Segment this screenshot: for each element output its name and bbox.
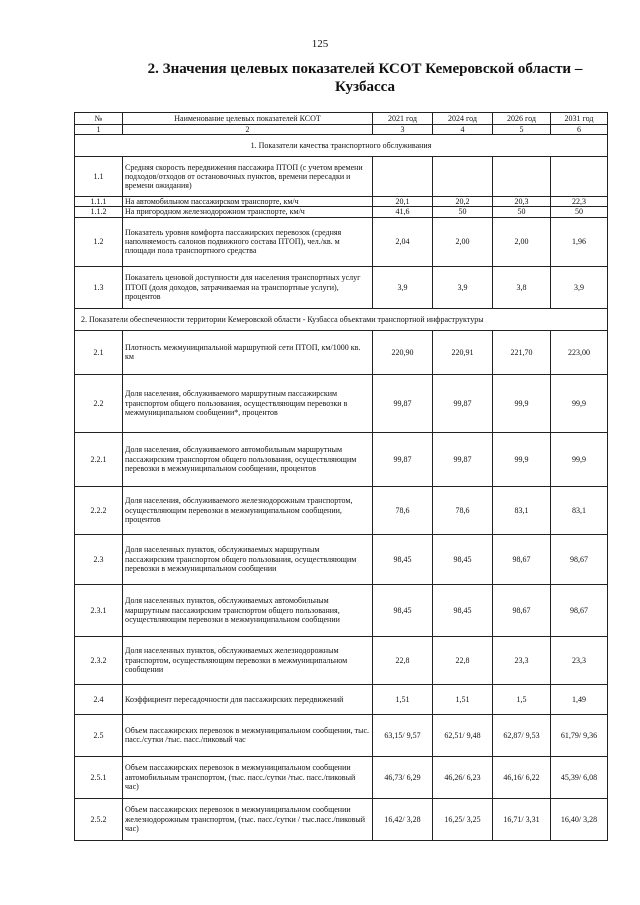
value-2031: 61,79/ 9,36 [551, 714, 608, 756]
value-2024: 98,45 [433, 534, 493, 584]
indicator-name: Доля населенных пунктов, обслуживаемых железнодорожным транспортом, осуществляющим перевозки в межмуниципальном сообщении [123, 636, 373, 684]
header-name: Наименование целевых показателей КСОТ [123, 113, 373, 125]
value-2026: 98,67 [493, 584, 551, 636]
table-row [75, 584, 608, 636]
value-2031: 83,1 [551, 486, 608, 534]
column-number: 6 [551, 125, 608, 135]
section-row [75, 135, 608, 157]
row-number: 1.1.1 [75, 197, 123, 207]
row-number: 2.5 [75, 714, 123, 756]
value-2021: 20,1 [373, 197, 433, 207]
value-2026: 16,71/ 3,31 [493, 798, 551, 840]
value-2024: 2,00 [433, 217, 493, 266]
row-number: 2.3.2 [75, 636, 123, 684]
page-title: 2. Значения целевых показателей КСОТ Кемеровской области – Кузбасса [147, 61, 583, 95]
value-2031: 50 [551, 207, 608, 217]
value-2021: 22,8 [373, 636, 433, 684]
value-2026: 3,8 [493, 266, 551, 308]
value-2024: 50 [433, 207, 493, 217]
table-column-numbers-row [75, 125, 608, 135]
value-2021: 16,42/ 3,28 [373, 798, 433, 840]
value-2024: 20,2 [433, 197, 493, 207]
value-2026 [493, 157, 551, 197]
value-2026: 2,00 [493, 217, 551, 266]
value-2024: 78,6 [433, 486, 493, 534]
row-number: 2.2 [75, 374, 123, 432]
value-2021: 98,45 [373, 534, 433, 584]
table-row [75, 798, 608, 840]
value-2026: 23,3 [493, 636, 551, 684]
table-row [75, 486, 608, 534]
header-2031: 2031 год [551, 113, 608, 125]
value-2024: 62,51/ 9,48 [433, 714, 493, 756]
page-number: 125 [311, 38, 329, 50]
row-number: 1.2 [75, 217, 123, 266]
header-num: № [75, 113, 123, 125]
row-number: 1.1.2 [75, 207, 123, 217]
value-2031: 3,9 [551, 266, 608, 308]
value-2021: 63,15/ 9,57 [373, 714, 433, 756]
section-1-title: 1. Показатели качества транспортного обслуживания [75, 135, 608, 157]
value-2031: 23,3 [551, 636, 608, 684]
value-2024: 220,91 [433, 330, 493, 374]
value-2031: 223,00 [551, 330, 608, 374]
value-2026: 83,1 [493, 486, 551, 534]
header-2026: 2026 год [493, 113, 551, 125]
column-number: 4 [433, 125, 493, 135]
value-2024: 46,26/ 6,23 [433, 756, 493, 798]
value-2026: 62,87/ 9,53 [493, 714, 551, 756]
value-2031: 99,9 [551, 374, 608, 432]
value-2024: 98,45 [433, 584, 493, 636]
value-2024: 1,51 [433, 684, 493, 714]
column-number: 2 [123, 125, 373, 135]
indicator-name: Объем пассажирских перевозок в межмуниципальном сообщении автомобильным транспортом, (тыс. пасс./сутки /тыс. пасс./пиковый час) [123, 756, 373, 798]
table-row [75, 207, 608, 217]
table-row [75, 157, 608, 197]
indicator-name: Плотность межмуниципальной маршрутной сети ПТОП, км/1000 кв. км [123, 330, 373, 374]
indicator-name: Объем пассажирских перевозок в межмуниципальном сообщении, тыс. пасс./сутки /тыс. пасс./пиковый час [123, 714, 373, 756]
row-number: 2.1 [75, 330, 123, 374]
value-2024: 99,87 [433, 374, 493, 432]
value-2026: 20,3 [493, 197, 551, 207]
value-2024 [433, 157, 493, 197]
value-2024: 3,9 [433, 266, 493, 308]
column-number: 3 [373, 125, 433, 135]
value-2031: 98,67 [551, 584, 608, 636]
table-row [75, 217, 608, 266]
column-number: 5 [493, 125, 551, 135]
value-2031: 98,67 [551, 534, 608, 584]
value-2026: 221,70 [493, 330, 551, 374]
indicator-name: Показатель уровня комфорта пассажирских перевозок (средняя наполняемость салонов подвижного состава ПТОП), чел./кв. м площади пола транспортного средства [123, 217, 373, 266]
indicator-name: Средняя скорость передвижения пассажира ПТОП (с учетом времени подходов/отходов от остановочных пунктов, времени пересадки и времени ожидания) [123, 157, 373, 197]
row-number: 2.2.2 [75, 486, 123, 534]
table-row [75, 266, 608, 308]
value-2026: 98,67 [493, 534, 551, 584]
indicator-name: Доля населения, обслуживаемого железнодорожным транспортом, осуществляющим перевозки в межмуниципальном сообщении, процентов [123, 486, 373, 534]
value-2021: 3,9 [373, 266, 433, 308]
value-2024: 22,8 [433, 636, 493, 684]
header-2021: 2021 год [373, 113, 433, 125]
table-row [75, 374, 608, 432]
row-number: 2.5.1 [75, 756, 123, 798]
value-2021: 99,87 [373, 374, 433, 432]
value-2031: 1,96 [551, 217, 608, 266]
indicator-name: Доля населения, обслуживаемого маршрутным пассажирским транспортом общего пользования, осуществляющим перевозки в межмуниципальном сообщении*, процентов [123, 374, 373, 432]
row-number: 2.3 [75, 534, 123, 584]
row-number: 2.4 [75, 684, 123, 714]
value-2026: 99,9 [493, 432, 551, 486]
row-number: 2.5.2 [75, 798, 123, 840]
section-row [75, 308, 608, 330]
table-row [75, 330, 608, 374]
value-2021: 2,04 [373, 217, 433, 266]
value-2021 [373, 157, 433, 197]
header-2024: 2024 год [433, 113, 493, 125]
table-row [75, 714, 608, 756]
table-row [75, 684, 608, 714]
indicator-name: Доля населенных пунктов, обслуживаемых автомобильным маршрутным пассажирским транспортом общего пользования, осуществляющим перевозки в межмуниципальном сообщении [123, 584, 373, 636]
value-2031: 22,3 [551, 197, 608, 207]
table-row [75, 756, 608, 798]
row-number: 2.2.1 [75, 432, 123, 486]
table-header-row [75, 113, 608, 125]
indicators-table [74, 112, 608, 841]
value-2024: 99,87 [433, 432, 493, 486]
value-2021: 98,45 [373, 584, 433, 636]
table-row [75, 432, 608, 486]
value-2031: 1,49 [551, 684, 608, 714]
indicator-name: Показатель ценовой доступности для населения транспортных услуг ПТОП (доля доходов, затрачиваемая на транспортные услуги), процентов [123, 266, 373, 308]
column-number: 1 [75, 125, 123, 135]
value-2026: 50 [493, 207, 551, 217]
value-2026: 1,5 [493, 684, 551, 714]
value-2024: 16,25/ 3,25 [433, 798, 493, 840]
table-row [75, 534, 608, 584]
value-2021: 78,6 [373, 486, 433, 534]
indicator-name: На пригородном железнодорожном транспорте, км/ч [123, 207, 373, 217]
row-number: 2.3.1 [75, 584, 123, 636]
section-2-title: 2. Показатели обеспеченности территории Кемеровской области - Кузбасса объектами транспортной инфраструктуры [75, 308, 608, 330]
table-row [75, 636, 608, 684]
indicator-name: На автомобильном пассажирском транспорте, км/ч [123, 197, 373, 207]
value-2031 [551, 157, 608, 197]
value-2031: 16,40/ 3,28 [551, 798, 608, 840]
indicator-name: Коэффициент пересадочности для пассажирских передвижений [123, 684, 373, 714]
value-2021: 41,6 [373, 207, 433, 217]
value-2021: 99,87 [373, 432, 433, 486]
row-number: 1.1 [75, 157, 123, 197]
value-2021: 220,90 [373, 330, 433, 374]
indicator-name: Доля населения, обслуживаемого автомобильным маршрутным пассажирским транспортом общего пользования, осуществляющим перевозки в межмуниципальном сообщении, процентов [123, 432, 373, 486]
value-2031: 99,9 [551, 432, 608, 486]
value-2021: 1,51 [373, 684, 433, 714]
value-2021: 46,73/ 6,29 [373, 756, 433, 798]
value-2031: 45,39/ 6,08 [551, 756, 608, 798]
indicator-name: Доля населенных пунктов, обслуживаемых маршрутным пассажирским транспортом общего пользования, осуществляющим перевозки в межмуниципальном сообщении [123, 534, 373, 584]
indicator-name: Объем пассажирских перевозок в межмуниципальном сообщении железнодорожным транспортом, (тыс. пасс./сутки / тыс.пасс./пиковый час) [123, 798, 373, 840]
value-2026: 46,16/ 6,22 [493, 756, 551, 798]
table-row [75, 197, 608, 207]
row-number: 1.3 [75, 266, 123, 308]
value-2026: 99,9 [493, 374, 551, 432]
